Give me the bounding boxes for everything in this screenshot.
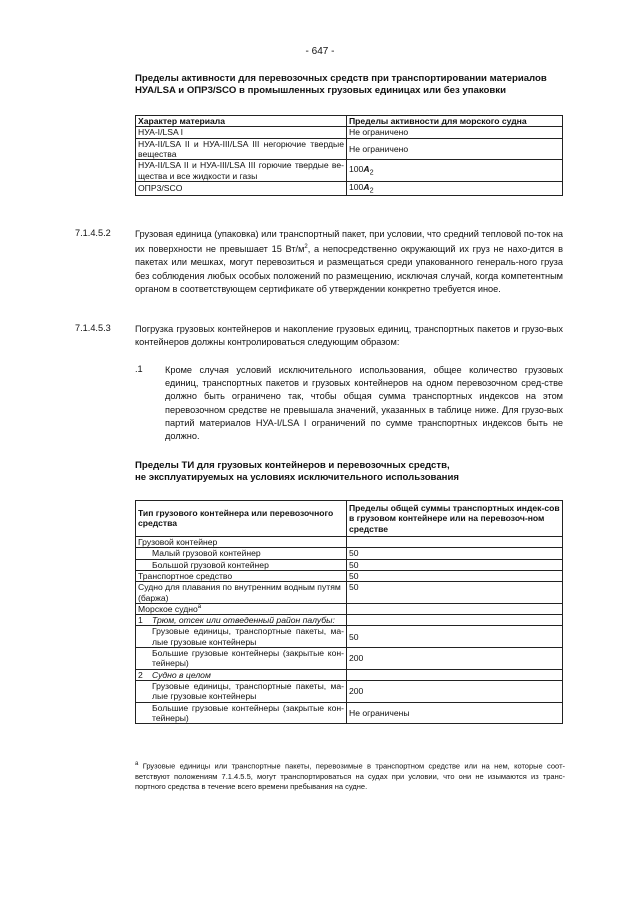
table-row bbox=[136, 603, 563, 614]
type-cell: Большие грузовые контейнеры (закрытые кон-тейнеры) bbox=[136, 702, 347, 724]
row-number: 1 bbox=[138, 615, 143, 626]
subitem-number: .1 bbox=[135, 364, 143, 374]
table-row bbox=[136, 582, 563, 604]
type-cell bbox=[136, 669, 347, 680]
type-cell: Большой грузовой контейнер bbox=[136, 559, 347, 570]
table-row bbox=[136, 127, 563, 138]
limit-cell: 50 bbox=[347, 570, 563, 581]
table-row bbox=[136, 615, 563, 626]
footnote-text: Грузовые единицы или транспортные пакеты, перевозимые в транспортном средстве или на нем, которые соот-ветствуют положениям 7.1.4.5.5, могут транспортироваться на судах при условии, что они не изымаются из транс-портного средства в течение всего времени пребывания на судне. bbox=[135, 761, 565, 791]
header-material: Характер материала bbox=[136, 116, 347, 127]
limit-cell: Не ограничено bbox=[347, 138, 563, 160]
material-cell: НУА-II/LSA II и НУА-III/LSA III негорючие твердые вещества bbox=[136, 138, 347, 160]
subitem-text: Кроме случая условий исключительного использования, общее количество грузовых единиц, транспортных пакетов и грузовых контейнеров на одном перевозочном сред-стве должно быть ограничено так, чтобы общая сумма транспортных индексов на этом перевозочном средстве не превышала значений, указанных в таблице ниже. Для грузо-вых партий материалов НУА-I/LSA I ограничений по сумме транспортных индексов быть не должно. bbox=[165, 365, 563, 442]
table2-title-line: Пределы ТИ для грузовых контейнеров и перевозочных средств, bbox=[135, 460, 450, 471]
limit-cell: 200 bbox=[347, 681, 563, 703]
limit-number: 100 bbox=[349, 181, 364, 192]
limit-cell: 50 bbox=[347, 559, 563, 570]
limit-cell: Не ограничено bbox=[347, 127, 563, 138]
paragraph-text: Погрузка грузовых контейнеров и накопление грузовых единиц, транспортных пакетов и грузо-вых контейнеров должны контролироваться следующим образом: bbox=[135, 324, 563, 348]
material-cell: НУА-I/LSA I bbox=[136, 127, 347, 138]
page-number: - 647 - bbox=[305, 46, 335, 57]
type-cell: Грузовые единицы, транспортные пакеты, ма-лые грузовые контейнеры bbox=[136, 681, 347, 703]
type-text: Трюм, отсек или отведенный район палубы: bbox=[152, 615, 335, 626]
type-text: Судно в целом bbox=[152, 669, 211, 680]
limit-number: 100 bbox=[349, 163, 364, 174]
footnote-mark: a bbox=[135, 761, 139, 767]
table-row bbox=[136, 570, 563, 581]
limit-cell bbox=[347, 615, 563, 626]
table-row bbox=[136, 702, 563, 724]
table-header-row bbox=[136, 501, 563, 537]
table-header-row bbox=[136, 116, 563, 127]
type-cell: Грузовой контейнер bbox=[136, 536, 347, 547]
para-number: 7.1.4.5.3 bbox=[75, 323, 111, 333]
para-number: 7.1.4.5.2 bbox=[75, 228, 111, 238]
footnote-mark: a bbox=[197, 603, 202, 610]
ti-limits-table bbox=[135, 500, 563, 724]
type-cell bbox=[136, 603, 347, 614]
limit-cell bbox=[347, 603, 563, 614]
limit-cell: 50 bbox=[347, 626, 563, 648]
type-cell: Судно для плавания по внутренним водным путям (баржа) bbox=[136, 582, 347, 604]
limit-cell: Не ограничены bbox=[347, 702, 563, 724]
type-cell: Малый грузовой контейнер bbox=[136, 548, 347, 559]
type-cell: Грузовые единицы, транспортные пакеты, ма-лые грузовые контейнеры bbox=[136, 626, 347, 648]
table-row bbox=[136, 669, 563, 680]
limit-cell bbox=[347, 181, 563, 195]
row-number: 2 bbox=[138, 669, 143, 680]
table-row bbox=[136, 548, 563, 559]
table2-title bbox=[135, 460, 555, 483]
limit-cell: 50 bbox=[347, 548, 563, 559]
limit-subscript: 2 bbox=[369, 168, 374, 177]
type-cell: Большие грузовые контейнеры (закрытые кон-тейнеры) bbox=[136, 648, 347, 670]
para-text-part: , а непосредственно окружающий их груз не нахо-дится в пакетах или мешках, могут перевозиться и размещаться среди упакованного генераль-ного груза без соблюдения любых особых положений по размещению, исключая случай, когда компетентным органом в соответствующем сертификате об утверждении конкретно требуется иное. bbox=[135, 244, 563, 294]
header-type: Тип грузового контейнера или перевозочного средства bbox=[136, 501, 347, 537]
limit-symbol: A bbox=[363, 163, 370, 174]
limit-cell bbox=[347, 160, 563, 182]
header-activity-limit: Пределы активности для морского судна bbox=[347, 116, 563, 127]
limit-cell: 200 bbox=[347, 648, 563, 670]
table-row bbox=[136, 648, 563, 670]
limit-cell bbox=[347, 669, 563, 680]
table-row bbox=[136, 681, 563, 703]
table1-title: Пределы активности для перевозочных средств при транспортировании материалов НУА/LSA и ОПР3/SCO в промышленных грузовых единицах или без упаковки bbox=[135, 73, 547, 96]
material-cell: ОПР3/SCO bbox=[136, 181, 347, 195]
table-row bbox=[136, 559, 563, 570]
paragraph-text bbox=[135, 228, 563, 296]
type-cell: Транспортное средство bbox=[136, 570, 347, 581]
limit-cell: 50 bbox=[347, 582, 563, 604]
table-row bbox=[136, 536, 563, 547]
limit-subscript: 2 bbox=[369, 186, 374, 195]
limit-symbol: A bbox=[363, 181, 370, 192]
material-cell: НУА-II/LSA II и НУА-III/LSA III горючие твердые ве-щества и все жидкости и газы bbox=[136, 160, 347, 182]
footnote bbox=[135, 760, 565, 792]
superscript: 2 bbox=[304, 244, 308, 251]
para-text-part: Грузовая единица (упаковка) или транспортный пакет, при условии, что средний тепловой по-ток на их поверхности не превышает 15 Вт/м bbox=[135, 229, 563, 255]
table-row bbox=[136, 626, 563, 648]
type-text: Морское судно bbox=[138, 603, 198, 614]
table-row bbox=[136, 138, 563, 160]
type-cell bbox=[136, 615, 347, 626]
limit-cell bbox=[347, 536, 563, 547]
table-row bbox=[136, 160, 563, 182]
activity-limits-table bbox=[135, 115, 563, 196]
header-limit: Пределы общей суммы транспортных индек-сов в грузовом контейнере или на перевозоч-ном средстве bbox=[347, 501, 563, 537]
table-row bbox=[136, 181, 563, 195]
table2-title-line: не эксплуатируемых на условиях исключительного использования bbox=[135, 471, 459, 483]
